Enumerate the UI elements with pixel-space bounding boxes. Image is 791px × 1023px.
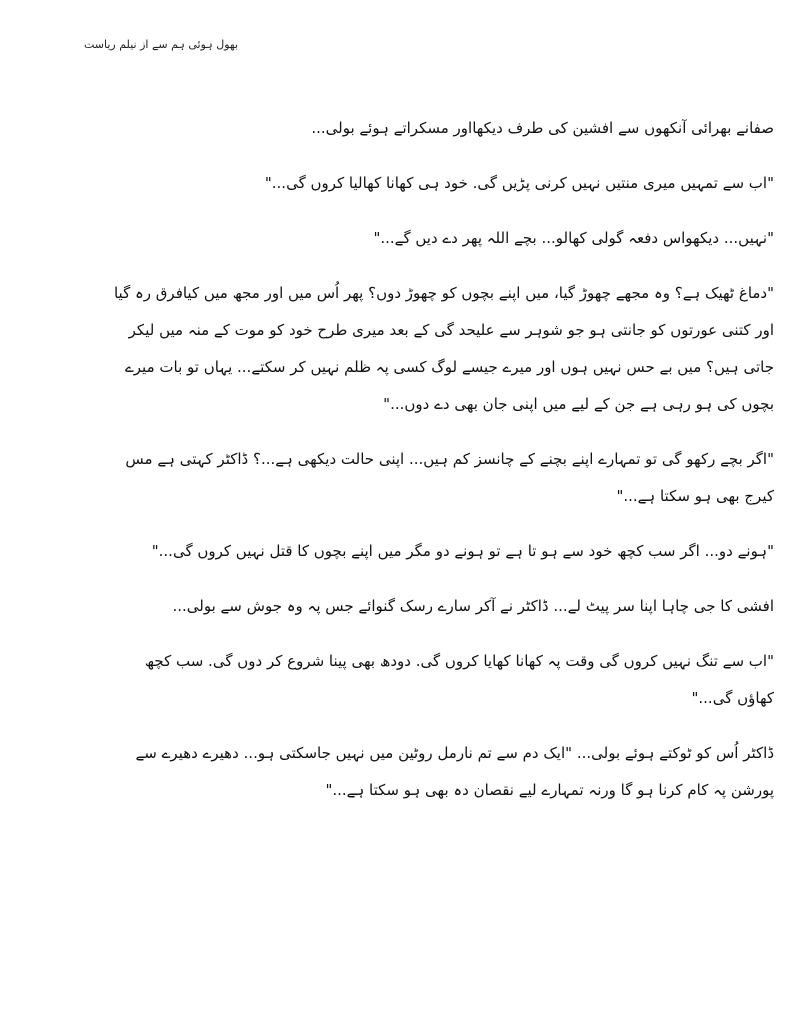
paragraph: ڈاکٹر اُس کو ٹوکتے ہوئے بولی... "ایک دم سے تم نارمل روٹین میں نہیں جاسکتی ہو... دھیرے دھیرے سے پورشن پہ کام کرنا ہو گا ورنہ تمہارے لیے نقصان دہ بھی ہو سکتا ہے..." (135, 744, 774, 799)
document-body (104, 110, 774, 827)
paragraph: "اگر بچے رکھو گی تو تمہارے اپنے بچنے کے چانسز کم ہیں... اپنی حالت دیکھی ہے...؟ ڈاکٹر کہتی ہے مس کیرج بھی ہو سکتا ہے..." (125, 450, 774, 505)
paragraph: افشی کا جی چاہا اپنا سر پیٹ لے... ڈاکٹر نے آکر سارے رسک گنوائے جس پہ وہ جوش سے بولی... (172, 597, 774, 615)
paragraph: "اب سے تنگ نہیں کروں گی وقت پہ کھانا کھایا کروں گی. دودھ بھی پینا شروع کر دوں گی. سب کچھ کھاؤں گی..." (144, 652, 774, 707)
paragraph: "نہیں... دیکھواس دفعہ گولی کھالو... بچے اللہ پھر دے دیں گے..." (373, 229, 774, 247)
running-title: بھول ہوئی ہم سے از نیلم ریاست (84, 38, 239, 51)
paragraph: "اب سے تمہیں میری منتیں نہیں کرنی پڑیں گی. خود ہی کھانا کھالیا کروں گی..." (264, 174, 774, 192)
running-header (84, 38, 294, 51)
paragraph: "ہونے دو... اگر سب کچھ خود سے ہو تا ہے تو ہونے دو مگر میں اپنے بچوں کا قتل نہیں کروں گی..." (151, 542, 774, 560)
paragraph: صفانے بھرائی آنکھوں سے افشین کی طرف دیکھااور مسکراتے ہوئے بولی... (311, 119, 774, 137)
paragraph: "دماغ ٹھیک ہے؟ وہ مجھے چھوڑ گیا، میں اپنے بچوں کو چھوڑ دوں؟ پھر اُس میں اور مجھ میں کیافرق رہ گیا اور کتنی عورتوں کو جانتی ہو جو شوہر سے علیحد گی کے بعد میری طرح خود کو موت کے منہ میں لیکر جاتی ہیں؟ میں بے حس نہیں ہوں اور میرے جیسے لوگ کسی پہ ظلم نہیں کر سکتے... یہاں تو بات میرے بچوں کی ہو رہی ہے جن کے لیے میں اپنی جان بھی دے دوں..." (113, 284, 774, 413)
